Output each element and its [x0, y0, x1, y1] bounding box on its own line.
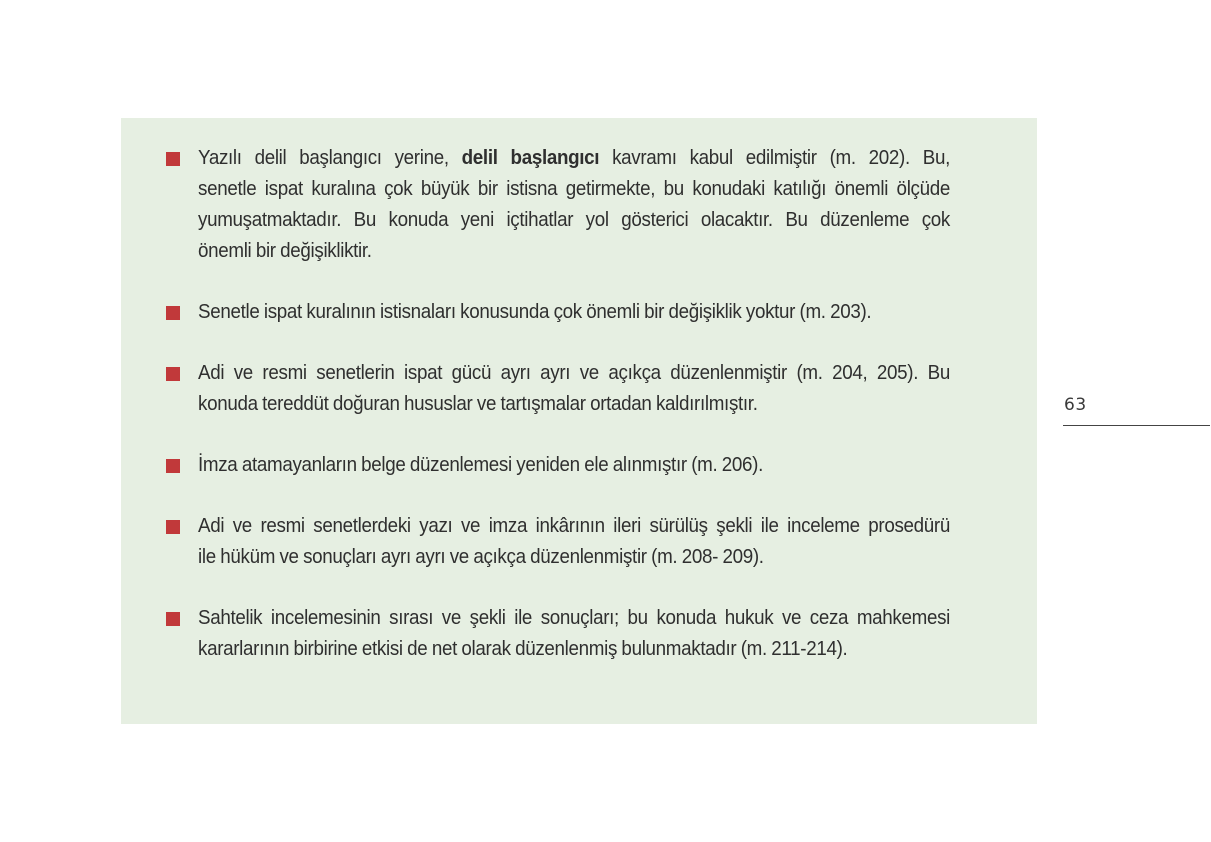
text-line — [198, 205, 950, 236]
bullet-text — [198, 511, 950, 573]
bullet-text — [198, 603, 950, 665]
text-line — [198, 143, 950, 174]
text-segment: Yazılı delil başlangıcı yerine, — [198, 147, 462, 169]
page-number-rule — [1063, 425, 1210, 426]
text-segment: Adi ve resmi senetlerin ispat gücü ayrı ayrı ve açıkça düzenlenmiştir (m. 204, 205). Bu — [198, 362, 950, 384]
text-segment: önemli bir değişikliktir. — [198, 240, 372, 262]
text-segment: İmza atamayanların belge düzenlemesi yeniden ele alınmıştır (m. 206). — [198, 454, 763, 476]
text-line — [198, 634, 950, 665]
text-segment: yumuşatmaktadır. Bu konuda yeni içtihatlar yol gösterici olacaktır. Bu düzenleme çok — [198, 209, 950, 231]
bullet-square-icon — [166, 520, 180, 534]
text-segment: senetle ispat kuralına çok büyük bir istisna getirmekte, bu konudaki katılığı önemli ölçüde — [198, 178, 950, 200]
text-line — [198, 511, 950, 542]
content-panel — [121, 118, 1037, 724]
bullet-text — [198, 143, 950, 267]
text-segment: kavramı kabul edilmiştir (m. 202). Bu, — [599, 147, 950, 169]
bullet-square-icon — [166, 459, 180, 473]
bullet-text — [198, 358, 950, 420]
bullet-square-icon — [166, 152, 180, 166]
bold-term: delil başlangıcı — [461, 147, 600, 169]
text-line — [198, 542, 950, 573]
text-line — [198, 358, 950, 389]
text-line — [198, 389, 950, 420]
bullet-square-icon — [166, 612, 180, 626]
text-line — [198, 603, 950, 634]
text-segment: Senetle ispat kuralının istisnaları konusunda çok önemli bir değişiklik yoktur (m. 203). — [198, 301, 872, 323]
text-segment: konuda tereddüt doğuran hususlar ve tartışmalar ortadan kaldırılmıştır. — [198, 393, 758, 415]
text-line — [198, 450, 950, 481]
text-segment: ile hüküm ve sonuçları ayrı ayrı ve açıkça düzenlenmiştir (m. 208- 209). — [198, 546, 764, 568]
text-line — [198, 174, 950, 205]
text-segment: Adi ve resmi senetlerdeki yazı ve imza inkârının ileri sürülüş şekli ile inceleme prosedürü — [198, 515, 950, 537]
text-segment: Sahtelik incelemesinin sırası ve şekli ile sonuçları; bu konuda hukuk ve ceza mahkemesi — [198, 607, 950, 629]
bullet-text — [198, 450, 950, 481]
bullet-text — [198, 297, 950, 328]
text-line — [198, 297, 950, 328]
text-line — [198, 236, 950, 267]
bullet-square-icon — [166, 306, 180, 320]
text-segment: kararlarının birbirine etkisi de net olarak düzenlenmiş bulunmaktadır (m. 211-214). — [198, 638, 848, 660]
page-number: 63 — [1064, 395, 1087, 415]
bullet-square-icon — [166, 367, 180, 381]
